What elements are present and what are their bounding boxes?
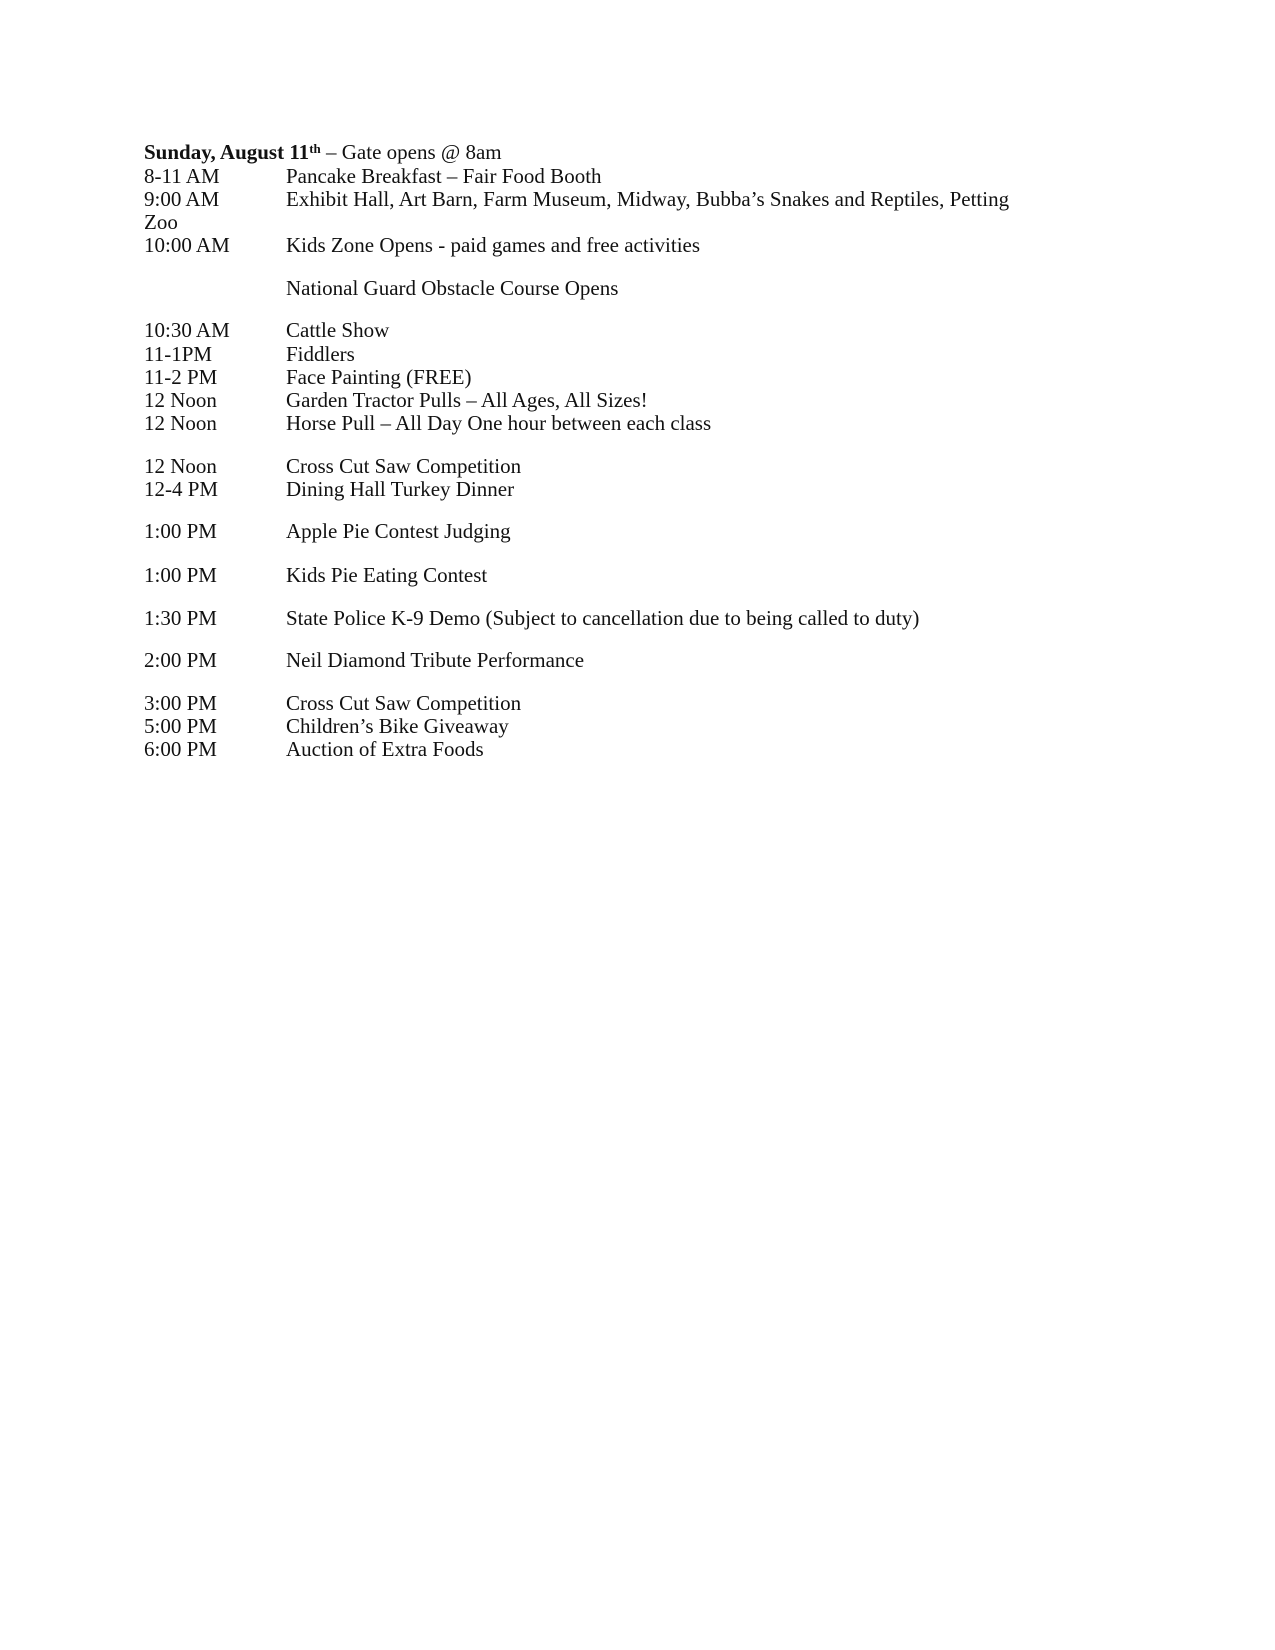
schedule-time: 1:00 PM (144, 563, 217, 587)
schedule-event: Children’s Bike Giveaway (286, 714, 509, 738)
schedule-event: Kids Zone Opens - paid games and free activities (286, 233, 701, 257)
schedule-time: 12-4 PM (144, 477, 219, 501)
schedule-time: 10:00 AM (144, 233, 230, 257)
schedule-time: 12 Noon (144, 454, 217, 478)
schedule-time: 6:00 PM (144, 737, 217, 761)
schedule-time: 8-11 AM (144, 164, 220, 188)
schedule-event: Neil Diamond Tribute Performance (286, 648, 585, 672)
gate-open-note: – Gate opens @ 8am (320, 140, 502, 164)
schedule-time: 10:30 AM (144, 318, 230, 342)
schedule-event: Exhibit Hall, Art Barn, Farm Museum, Midway, Bubba’s Snakes and Reptiles, Petting (286, 187, 1010, 211)
schedule-event: Horse Pull – All Day One hour between each class (286, 411, 712, 435)
schedule-event: Kids Pie Eating Contest (286, 563, 488, 587)
schedule-event: State Police K-9 Demo (Subject to cancellation due to being called to duty) (286, 606, 920, 630)
schedule-time: 1:30 PM (144, 606, 217, 630)
schedule-time: 11-1PM (144, 342, 213, 366)
day-heading (144, 141, 502, 164)
schedule-event: Garden Tractor Pulls – All Ages, All Sizes! (286, 388, 648, 412)
schedule-event: Face Painting (FREE) (286, 365, 472, 389)
schedule-event: Auction of Extra Foods (286, 737, 484, 761)
schedule-time: 12 Noon (144, 411, 217, 435)
schedule-time: Zoo (144, 210, 178, 234)
day-date: Sunday, August 11 (144, 140, 310, 164)
schedule-event: Fiddlers (286, 342, 355, 366)
schedule-event: Pancake Breakfast – Fair Food Booth (286, 164, 602, 188)
schedule-time: 2:00 PM (144, 648, 217, 672)
schedule-event: Dining Hall Turkey Dinner (286, 477, 515, 501)
schedule-time: 9:00 AM (144, 187, 220, 211)
schedule-event: Cattle Show (286, 318, 390, 342)
schedule-event: Cross Cut Saw Competition (286, 691, 522, 715)
schedule-event: Apple Pie Contest Judging (286, 519, 511, 543)
schedule-event: Cross Cut Saw Competition (286, 454, 522, 478)
schedule-time: 1:00 PM (144, 519, 217, 543)
schedule-event: National Guard Obstacle Course Opens (286, 276, 619, 300)
schedule-time: 3:00 PM (144, 691, 217, 715)
schedule-time: 12 Noon (144, 388, 217, 412)
schedule-time: 5:00 PM (144, 714, 217, 738)
schedule-time: 11-2 PM (144, 365, 218, 389)
date-suffix: th (309, 141, 321, 156)
